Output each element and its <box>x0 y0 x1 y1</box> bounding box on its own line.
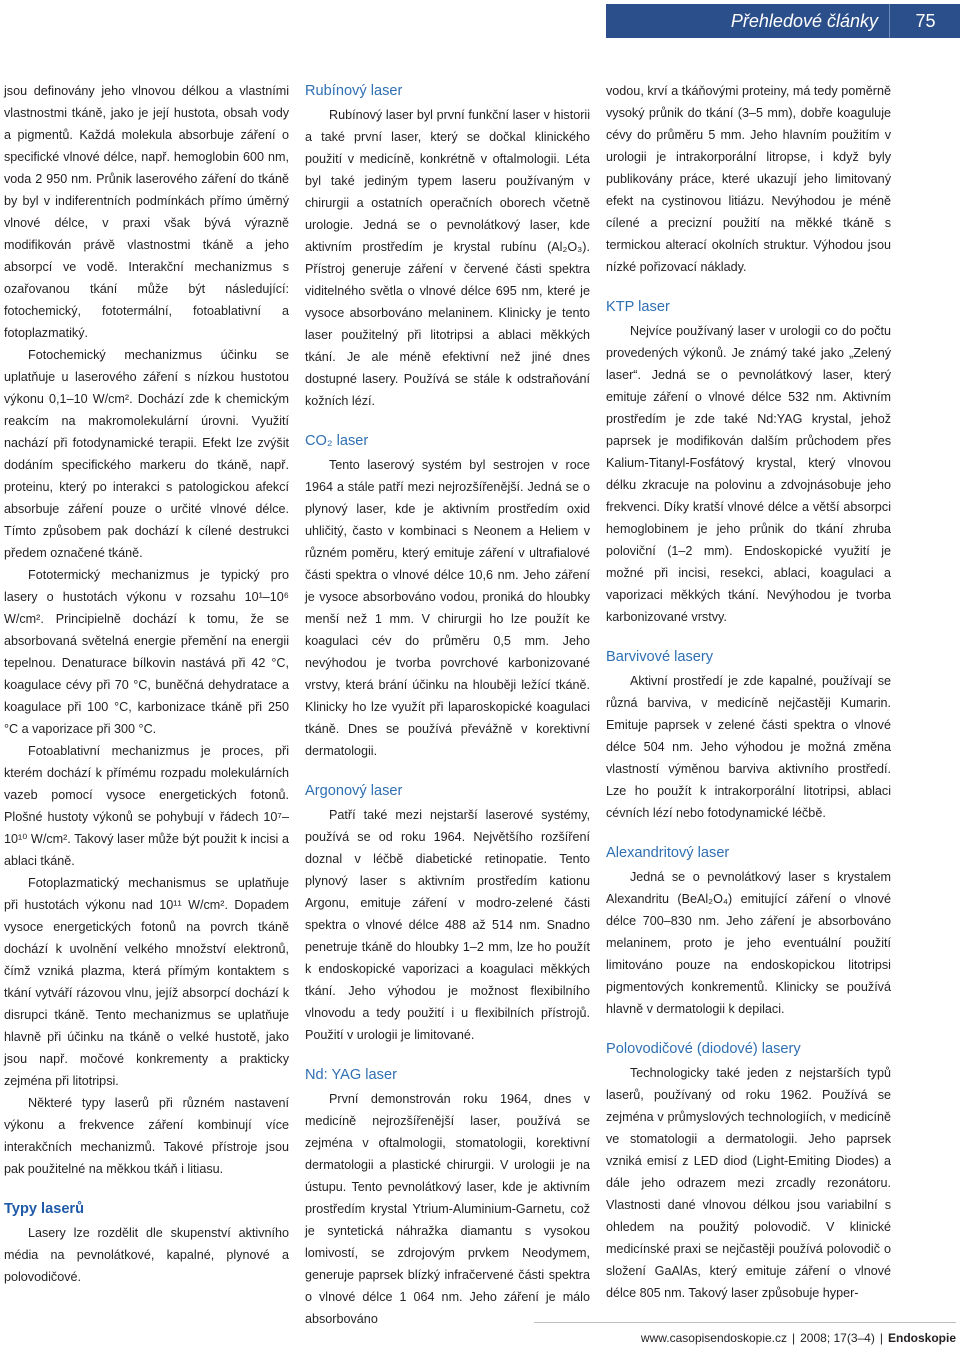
paragraph: Fototermický mechanizmus je typický pro lasery o hustotách výkonu v rozsahu 10¹–10⁶ W/cm². Principielně dochází k tomu, že se absorbovaná světelná energie přemění na energii tepelnou. Denaturace bílkovin nastává při 42 °C, koagulace cévy při 70 °C, buněčná dehydratace a koagulace při 100 °C, karbonizace tkáně při 250 °C a vaporizace při 300 °C. <box>4 568 289 736</box>
section-heading: Barvivové lasery <box>606 649 714 665</box>
section-heading: Polovodičové (diodové) lasery <box>606 1041 801 1057</box>
paragraph: První demonstrován roku 1964, dnes v medicíně nejrozšířenější laser, používá se zejména v oftalmologii, stomatologii, korektivní dermatologii a plastické chirurgii. V urologii je na ústupu. Tento pevnolátkový laser, kde je aktivním prostředím krystal Ytrium-Aluminium-Garnetu, což je syntetická náhražka diamantu s vysokou lomivostí, se zdrojovým prvkem Neodymem, generuje paprsek blízký infračervené části spektra o vlnové délce 1 064 nm. Jeho záření je málo absorbováno <box>305 1092 590 1326</box>
section-heading: CO₂ laser <box>305 433 369 449</box>
paragraph: vodou, krví a tkáňovými proteiny, má tedy poměrně vysoký průnik do tkání (3–5 mm), dobře koaguluje cévy do průměru 5 mm. Jeho hlavním použitím v urologii je intrakorporální litropse, i když byly publikovány práce, které ukazují jeho limitovaný efekt na cystinovou litiázu. Nevýhodou je méně cílené a precizní použití na měkké tkáně s termickou alterací okolních struktur. Výhodou jsou nízké pořizovací náklady. <box>606 84 891 274</box>
paragraph: Lasery lze rozdělit dle skupenství aktivního média na pevnolátkové, kapalné, plynové a polovodičové. <box>4 1226 289 1284</box>
paragraph: Technologicky také jeden z nejstarších typů laserů, používaný od roku 1962. Používá se zejména v průmyslových technologiích, v medicíně ve stomatologii a dermatologii. Jeho paprsek vzniká emisí z LED diod (Light-Emiting Diodes) a dále jeho odrazem mezi zrcadly rezonátoru. Vlastnosti dané vlnovou délkou jsou variabilní s ohledem na použitý polovodič. V klinické medicínské praxi se nejčastěji používá polovodič o složení GaAlAs, který emituje záření o vlnové délce 805 nm. Takový laser způsobuje hyper- <box>606 1066 891 1300</box>
page-header <box>606 4 960 38</box>
footer-divider <box>534 1322 956 1323</box>
section-heading: KTP laser <box>606 299 670 315</box>
issue-info: 2008; 17(3–4) <box>800 1331 875 1345</box>
paragraph: Fotoablativní mechanizmus je proces, při kterém dochází k přímému rozpadu molekulárních vazeb pomocí vysoce energetických fotonů. Plošné hustoty výkonů se pohybují v řádech 10⁷–10¹⁰ W/cm². Takový laser může být použit k incisi a ablaci tkáně. <box>4 744 289 868</box>
column-3 <box>606 80 891 1304</box>
column-2 <box>305 80 590 1330</box>
paragraph: Rubínový laser byl první funkční laser v historii a také první laser, který se dočkal klinického použití v medicíně, konkrétně v oftalmologii. Léta byl také jediným typem laseru používaným v chirurgii a ostatních operačních oborech včetně urologie. Jedná se o pevnolátkový laser, kde aktivním prostředím je krystal rubínu (Al₂O₃). Přístroj generuje záření v červené části spektra viditelného světla o vlnové délce 695 nm, které je vysoce absorbováno melaninem. Klinicky je tento laser použitelný při litotripsi a ablaci měkkých tkání. Je ale méně efektivní než jiné dnes dostupné lasery. Používá se stále k odstraňování kožních lézí. <box>305 108 590 408</box>
section-title: Přehledové články <box>730 11 878 31</box>
paragraph: Fotoplazmatický mechanismus se uplatňuje při hustotách výkonu nad 10¹¹ W/cm². Dopadem vysoce energetických fotonů na povrch tkáně dochází k uvolnění velkého množství elektronů, čímž vzniká plazma, která přímým kontaktem s tkání vytváří rázovou vlnu, jejíž absorpcí dochází k disrupci tkáně. Tento mechanizmus se uplatňuje hlavně při účinku na tkáně o velké hustotě, jako jsou např. močové konkrementy a prakticky zejména při litotripsi. <box>4 876 289 1088</box>
paragraph: Patří také mezi nejstarší laserové systémy, používá se od roku 1964. Největšího rozšíření doznal v léčbě diabetické retinopatie. Tento plynový laser s aktivním prostředím kationu Argonu, emituje záření v modro-zelené části spektra o vlnové délce 488 až 514 nm. Snadno penetruje tkáně do hloubky 1–2 mm, lze ho použít k endoskopické vaporizaci a koagulaci měkkých tkání. Jeho výhodou je možnost flexibilního vlnovodu a tedy použití i u flexibilních přístrojů. Použití v urologii je limitované. <box>305 808 590 1042</box>
paragraph: Nejvíce používaný laser v urologii co do počtu provedených výkonů. Je známý také jako „Zelený laser“. Jedná se o pevnolátkový laser, který emituje záření o vlnové délce 532 nm. Aktivním prostředím je zde také Nd:YAG krystal, jehož paprsek je modifikován dalším průchodem přes Kalium-Titanyl-Fosfátový krystal, který vlnovou délku zkracuje na polovinu a zdvojnásobuje jeho frekvenci. Díky kratší vlnové délce a větší absorpci hemoglobinem je jeho průnik do tkání zhruba poloviční (1–2 mm). Endoskopické využití je možné při incisi, resekci, ablaci, koagulaci a vaporizaci měkkých tkání. Nevýhodou je tvorba karbonizované vrstvy. <box>606 324 891 624</box>
section-heading: Alexandritový laser <box>606 845 730 861</box>
section-heading: Nd: YAG laser <box>305 1067 397 1083</box>
page-number: 75 <box>889 4 960 38</box>
paragraph: jsou definovány jeho vlnovou délkou a vlastními vlastnostmi tkáně, jako je její hustota, obsah vody a pigmentů. Každá molekula absorbuje záření o specifické vlnové délce, např. hemoglobin 600 nm, voda 2 950 nm. Průnik laserového záření do tkáně by byl v indiferentních podmínkách přímo úměrný vlnové délce, v praxi však bývá výrazně modifikován právě vlastnostmi tkáně a jeho absorpcí ve vodě. Interakční mechanizmus s ozařovanou tkání může být následující: fotochemický, fototermální, fotoablativní a fotoplazmatiký. <box>4 84 289 340</box>
section-heading: Argonový laser <box>305 783 403 799</box>
footer-separator: | <box>879 1331 883 1345</box>
paragraph: Některé typy laserů při různém nastavení výkonu a frekvence záření kombinují více interakčních mechanizmů. Takové přístroje jsou pak použitelné na měkkou tkáň i litiasu. <box>4 1096 289 1176</box>
paragraph: Jedná se o pevnolátkový laser s krystalem Alexandritu (BeAl₂O₄) emitující záření o vlnové délce 700–830 nm. Jeho záření je absorbováno melaninem, proto je jeho eventuální použití limitováno pouze na endoskopickou litotripsi pigmentových konkrementů. Klinicky se používá hlavně v dermatologii k depilaci. <box>606 870 891 1016</box>
paragraph: Aktivní prostředí je zde kapalné, používají se různá barviva, v medicíně nejčastěji Kumarin. Emituje paprsek v zelené části spektra o vlnové délce 504 nm. Jeho výhodou je možná změna vlastností výměnou barviva aktivního prostředí. Lze ho použít k intrakorporální litotripsi, ablaci cévních lézí nebo fotodynamické léčbě. <box>606 674 891 820</box>
website-link[interactable]: www.casopisendoskopie.cz <box>640 1331 787 1345</box>
section-heading: Rubínový laser <box>305 83 403 99</box>
page-footer <box>540 1331 956 1345</box>
journal-name: Endoskopie <box>887 1331 956 1345</box>
footer-separator: | <box>792 1331 796 1345</box>
column-1 <box>4 80 289 1288</box>
paragraph: Fotochemický mechanizmus účinku se uplatňuje u laserového záření s nízkou hustotou výkonu 0,1–10 W/cm². Dochází zde k chemickým reakcím na makromolekulární úrovni. Využití nachází při fotodynamické terapii. Efekt lze zvýšit dodáním specifického markeru do tkáně, např. proteinu, který po interakci s patologickou afekcí absorbuje záření pouze o určité vlnové délce. Tímto způsobem pak dochází k cílené destrukci předem označené tkáně. <box>4 348 289 560</box>
paragraph: Tento laserový systém byl sestrojen v roce 1964 a stále patří mezi nejrozšířenější. Jedná se o plynový laser, kde je aktivním prostředím oxid uhličitý, často v kombinaci s Neonem a Heliem v různém poměru, který emituje záření v ultrafialové části spektra o vlnové délce 10,6 nm. Jeho záření je vysoce absorbováno vodou, proniká do hloubky menší než 1 mm. V chirurgii ho lze použít ke koagulaci cév do průměru 0,5 mm. Jeho nevýhodou je tvorba povrchové karbonizované vrstvy, která brání účinku na hlouběji ležící tkáně. Klinicky ho lze využít při laparoskopické koagulaci tkáně. Dnes se používá převážně v korektivní dermatologii. <box>305 458 590 758</box>
section-heading: Typy laserů <box>4 1201 85 1217</box>
